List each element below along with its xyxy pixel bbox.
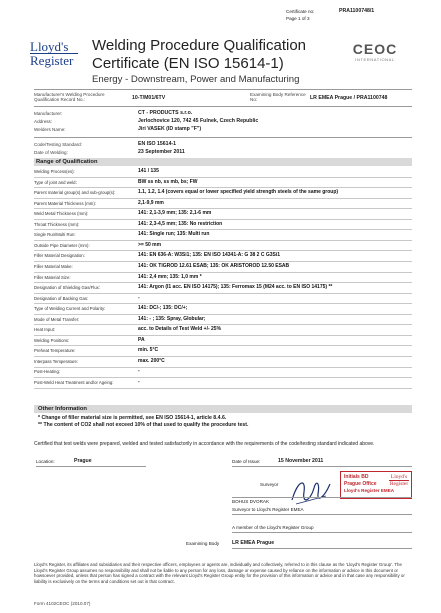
date-of-issue-label: Date of Issue: [232,459,261,464]
range-row [34,231,412,238]
range-of-qualification-title: Range of Qualification [36,159,98,165]
range-row-label: Post-Heating: [34,369,61,375]
range-row [34,168,412,175]
lloyds-register-stamp [340,471,412,499]
range-row-divider [34,198,412,199]
range-row [34,284,412,291]
stamp-line-3: Lloyd's Register EMEA [344,488,395,493]
range-row [34,221,412,228]
range-row-value: 2,1-9,9 mm [138,199,164,206]
range-row-value: 141: 2,4 mm; 135: 1,0 mm * [138,273,202,280]
range-row-divider [34,377,412,378]
range-row-label: Preheat Temperature: [34,348,76,354]
range-row-value: 1.1, 1.2, 1.4 (covers equal or lower specified yield strength steels of the same group) [138,189,339,196]
range-row-label: Mode of Metal Transfer: [34,316,80,322]
range-row-value: 141: - ; 135: Spray, Globular; [138,315,206,322]
range-row [34,305,412,312]
range-row-value: - [138,379,140,385]
other-info-line-1: * Change of filler material size is permitted, see EN ISO 15614-1, article 8.4.6. [38,415,227,421]
range-row [34,263,412,270]
range-row-label: Weld Metal Thickness (mm): [34,211,89,217]
range-row-value: >= 50 mm [138,241,162,248]
range-row-label: Type of joint and weld: [34,179,77,185]
range-row-label: Welding Process(es): [34,169,75,174]
date-of-welding-label: Date of Welding: [34,150,68,155]
range-row-label: Interpass Temperature: [34,358,79,364]
certificate-no-value: PRA1100748/1 [339,8,375,14]
address-label: Address: [34,119,53,124]
range-row [34,252,412,259]
range-row-divider [34,356,412,357]
stamp-line-1: Initials BD [344,474,369,480]
range-row [34,337,412,344]
range-row-value: 141: Argon (I1 acc. EN ISO 14175); 135: Ferromax 15 (M24 acc. to EN ISO 14175) ** [138,284,333,291]
lloyds-group-member: A member of the Lloyd's Register Group [232,525,314,530]
range-row-divider [34,261,412,262]
range-row-value: min. 5°C [138,347,159,354]
range-row-value: 141: 2,3-4,5 mm; 135: No restriction [138,220,223,227]
manufacturer-label: Manufacturer: [34,111,63,116]
code-standard-label: Code/Testing Standard: [34,142,83,147]
range-row-label: Post-Weld Heat Treatment and/or Ageing: [34,380,114,385]
range-row-divider [34,303,412,304]
range-row [34,189,412,196]
range-row-label: Throat Thickness (mm): [34,221,80,227]
stamp-logo-line-2: Register [389,481,409,487]
range-row [34,242,412,249]
stamp-line-2: Prague Office [344,481,377,487]
range-row-label: Filler Material Make: [34,263,73,269]
range-row-value: PA [138,336,145,343]
welders-name-value: Jiri VASEK (ID stamp "F") [138,126,202,132]
examining-body-label: Examining Body [186,541,220,546]
range-row-value: - [138,294,140,301]
range-row [34,379,412,386]
range-row [34,316,412,323]
range-row [34,326,412,333]
range-row-label: Welding Positions: [34,337,70,343]
lloyds-register-logo [30,40,78,70]
ceoc-logo-text: CEOC [352,41,398,57]
signer-name: BOHUS DVORAK [232,499,270,504]
certificate-no-label: Certificate no: [286,9,315,14]
range-row-value: BW ss nb, ss mb, bs; FW [138,178,198,185]
range-row [34,179,412,186]
range-row-divider [34,250,412,251]
range-row-label: Parent Material Thickness (mm): [34,200,97,206]
manufacturer-value: CT - PRODUCTS s.r.o. [138,110,193,116]
range-row-label: Single Run/Multi Run: [34,232,76,238]
stamp-logo-line-1: Lloyd's [390,474,408,480]
range-row [34,210,412,217]
form-number: Form 4102CEOC (2010.07) [34,601,91,606]
range-row-label: Designation of Backing Gas: [34,295,89,301]
manufacturer-wpqr-value: 10-T/M01/6TV [132,95,166,101]
range-row-divider [34,272,412,273]
range-row-label: Filler Material Designation: [34,253,85,259]
date-of-issue-value: 15 November 2011 [278,458,324,464]
range-row-value: 141: Single run; 135: Multi run [138,231,210,238]
ceoc-logo [340,42,410,72]
other-info-band [34,405,412,413]
logo-line-1: Lloyd's [30,40,78,54]
range-row-divider [34,314,412,315]
range-row-divider [34,208,412,209]
range-row [34,274,412,281]
ceoc-logo-sub: INTERNATIONAL [355,57,395,62]
range-row [34,358,412,365]
examining-body-value: LR EMEA Prague [232,540,275,546]
range-row-divider [34,219,412,220]
location-value: Prague [74,458,92,464]
page-indicator: Page 1 of 3 [286,16,310,21]
range-row-divider [34,229,412,230]
location-label: Location: [36,459,55,464]
manufacturer-wpqr-label: Manufacturer's Welding Procedure Qualification Record No.: [34,92,105,103]
examining-body-ref-value: LR EMEA Prague / PRA1100748 [310,95,388,101]
range-row [34,368,412,375]
code-standard-value: EN ISO 15614-1 [138,141,177,147]
range-row-divider [34,388,412,389]
range-row-value: 141: OK TIGROD 12.61 ESAB; 135: OK ARISTOROD 12.50 ESAB [138,262,290,269]
surveyor-signature [288,474,334,508]
range-row-divider [34,324,412,325]
range-row-value: 141 / 135 [138,168,159,174]
surveyor-label: Surveyor [260,482,279,487]
range-row [34,347,412,354]
page-subtitle: Energy - Downstream, Power and Manufacturing [92,74,300,85]
range-row-label: Type of Welding Current and Polarity: [34,306,106,312]
other-info-title: Other Information [38,406,87,412]
range-row-value: 141: 2,1-3,9 mm; 135: 2,1-6 mm [138,210,212,217]
range-row-value: 141: DC/-; 135: DC/+; [138,305,188,312]
signer-role: Surveyor to Lloyd's Register EMEA [232,507,304,512]
range-row-divider [34,187,412,188]
range-row-divider [34,240,412,241]
page-title-line-2: Certificate (EN ISO 15614-1) [92,55,284,72]
range-row-divider [34,367,412,368]
address-value: Jerlochovice 120, 742 45 Fulnek, Czech Republic [138,118,259,124]
range-row [34,295,412,302]
range-row-value: 141: EN 636-A: W3Si1; 135: EN ISO 14341-A: G 38 2 C G3Si1 [138,252,281,259]
other-info-line-2: ** The content of CO2 shall not exceed 10% of that used to qualify the procedure test. [38,422,249,428]
range-row-label: Parent material group(s) and sub-group(s): [34,190,116,196]
range-row-value: max. 200°C [138,357,165,364]
legal-disclaimer: Lloyd's Register, its affiliates and subsidiaries and their respective officers, employees or agents are, individually and collectively, referred to in this clause as the 'Lloyd's Register Group'. The Lloyd's Register Group assumes no responsibility and shall not be liable to any person for any loss, damage or expense caused by reliance on the information or advice in this document or howsoever provided, unless that person has signed a contract with the relevant Lloyd's Register Group entity for the provision of this information or advice and in that case any responsibility or liability is exclusively on the terms and conditions set out in that contract. [34,562,405,584]
certification-statement: Certified that test welds were prepared, welded and tested satisfactorily in accordance with the requirements of the code/testing standard indicated above. [34,441,375,447]
welders-name-label: Welders Name: [34,127,66,132]
range-row-divider [34,282,412,283]
range-row-divider [34,345,412,346]
examining-body-ref-label: Examining Body Reference No: [250,92,306,103]
date-of-welding-value: 23 September 2011 [138,149,185,155]
range-row [34,200,412,207]
range-row-divider [34,177,412,178]
stamp-logo [389,474,409,487]
range-row-label: Designation of Shielding Gas/Flux: [34,285,100,291]
range-row-label: Outside Pipe Diameter (mm): [34,242,90,248]
page-title-line-1: Welding Procedure Qualification [92,37,307,54]
range-row-label: Filler Material Size: [34,274,71,280]
logo-line-2: Register [30,53,74,68]
range-row-divider [34,293,412,294]
range-row-label: Heat Input: [34,327,56,333]
range-row-value: acc. to Details of Test Weld +/- 25% [138,326,222,333]
range-row-value: - [138,368,140,375]
range-row-divider [34,335,412,336]
